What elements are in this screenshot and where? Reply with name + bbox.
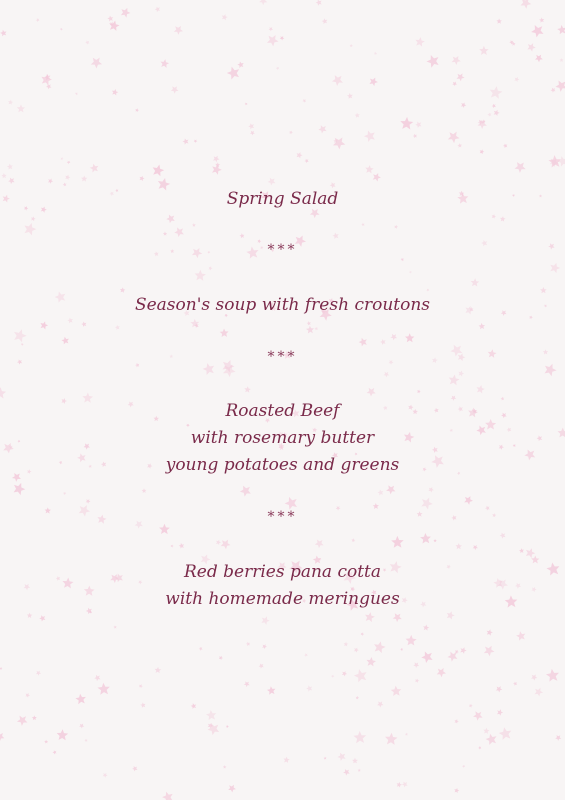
course-main-title: Roasted Beef bbox=[225, 401, 340, 421]
course-soup: Season's soup with fresh croutons bbox=[134, 295, 431, 315]
course-main-detail: with rosemary butter bbox=[190, 428, 375, 448]
course-dessert-title: Red berries pana cotta bbox=[183, 562, 382, 582]
course-main-detail: young potatoes and greens bbox=[165, 455, 400, 475]
course-spring-salad: Spring Salad bbox=[226, 189, 339, 209]
course-separator: *** bbox=[267, 509, 298, 525]
course-separator: *** bbox=[267, 349, 298, 365]
course-separator: *** bbox=[267, 242, 298, 258]
course-dessert-detail: with homemade meringues bbox=[165, 589, 400, 609]
